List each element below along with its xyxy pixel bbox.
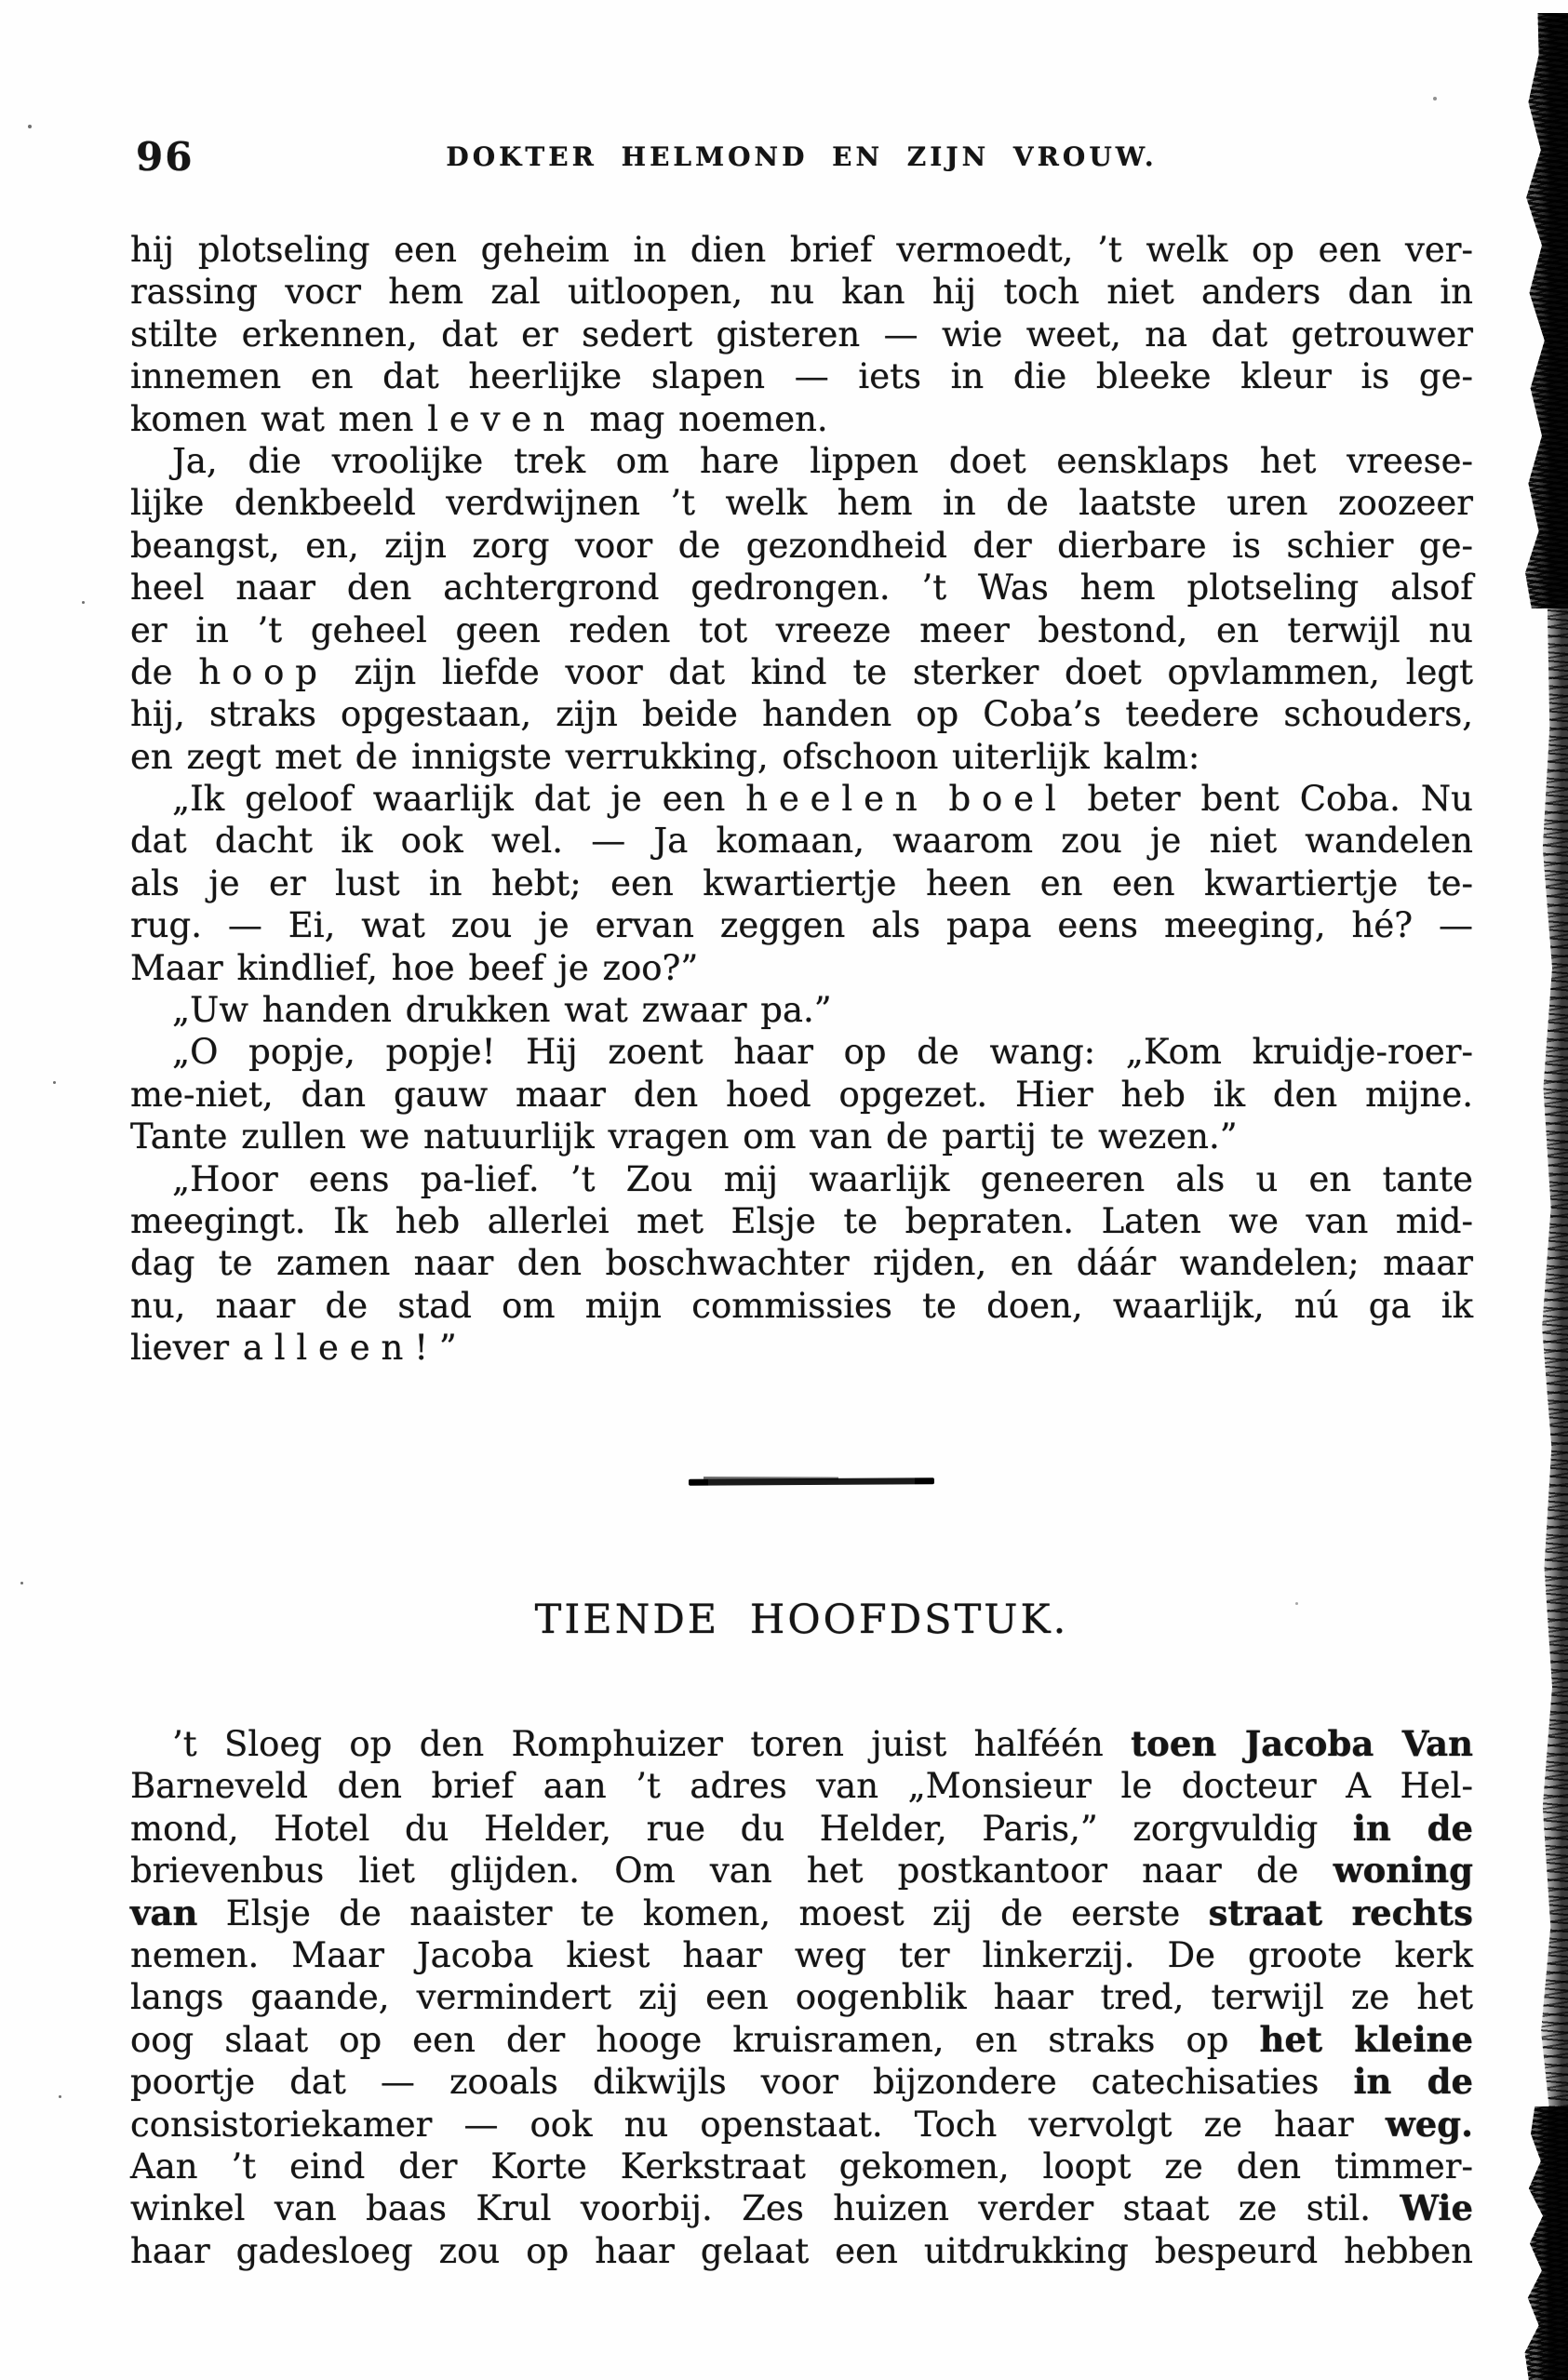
text-line [130,1285,1473,1327]
text-line [130,314,1473,355]
text-segment: mag noemen. [575,398,828,439]
text-segment: brievenbus liet glijden. Om van het postkantoor naar de [130,1851,1333,1892]
text-segment: leven [427,398,576,439]
text-segment: „O popje, popje! Hij zoent haar op de wang: „Kom kruidje-roer- [172,1032,1473,1073]
text-segment: weg. [1385,2103,1473,2145]
text-segment: mond, Hotel du Helder, rue du Helder, Paris,” zorgvuldig [130,1808,1353,1849]
text-segment: langs gaande, vermindert zij een oogenblik haar tred, terwijl ze het [130,1977,1473,2018]
text-line [130,904,1473,946]
text-segment: als je er lust in hebt; een kwartiertje heen en een kwartiertje te- [130,862,1473,903]
text-line [130,1765,1473,1807]
paragraph [130,229,1473,440]
text-segment: heelen [745,779,929,820]
text-line [130,525,1473,567]
text-segment: rassing vocr hem zal uitloopen, nu kan hij toch niet anders dan in [130,272,1473,313]
text-segment: meegingt. Ik heb allerlei met Elsje te bepraten. Laten we van mid- [130,1200,1473,1241]
text-line [130,271,1473,313]
text-segment: „Hoor eens pa-lief. ’t Zou mij waarlijk geneeren als u en tante [172,1158,1473,1199]
text-line [130,2104,1473,2146]
paragraph [130,1158,1473,1370]
text-line [130,1242,1473,1284]
text-line [130,1723,1473,1765]
text-line [130,355,1473,397]
scan-edge-middle [1536,608,1568,2106]
text-line [130,693,1473,735]
text-segment: Elsje de naaister te komen, moest zij de eerste [197,1892,1209,1933]
text-segment: ’t Sloeg op den Romphuizer toren juist halféén [172,1724,1132,1764]
text-segment: heel naar den achtergrond gedrongen. ’t Was hem plotseling alsof [130,568,1473,608]
text-segment: van [130,1892,198,1933]
text-line [130,567,1473,608]
chapter-text-block [130,1723,1473,2272]
ink-speck [1295,1602,1298,1605]
ink-speck [28,125,32,128]
body-text-block [130,229,1473,1370]
page-number: 96 [136,134,194,180]
section-divider-rule [689,1477,934,1486]
text-segment: toen Jacoba Van [1131,1723,1473,1764]
text-line [130,1850,1473,1892]
paragraph [130,1031,1473,1157]
text-segment: hoop [198,651,328,692]
text-segment: nemen. Maar Jacoba kiest haar weg ter linkerzij. De groote kerk [130,1934,1473,1975]
text-line [130,947,1473,989]
text-segment: woning [1333,1850,1473,1892]
text-segment: winkel van baas Krul voorbij. Zes huizen verder staat ze stil. [130,2188,1400,2229]
scan-edge-artifact [1510,0,1568,2380]
text-segment: Tante zullen we natuurlijk vragen om van de partij te wezen.” [130,1116,1238,1157]
text-segment: „Uw handen drukken wat zwaar pa.” [172,990,832,1031]
text-segment: lijke denkbeeld verdwijnen ’t welk hem in de laatste uren zoozeer [130,483,1473,524]
text-segment: Aan ’t eind der Korte Kerkstraat gekomen, loopt ze den timmer- [130,2146,1473,2186]
text-segment: beangst, en, zijn zorg voor de gezondheid der dierbare is schier ge- [130,525,1473,566]
text-segment: rug. — Ei, wat zou je ervan zeggen als papa eens meeging, hé? — [130,905,1473,946]
text-line [130,482,1473,524]
text-segment: „Ik geloof waarlijk dat je een [172,779,746,820]
text-segment: liever [130,1328,243,1369]
text-line [130,1158,1473,1200]
text-segment: consistoriekamer — ook nu openstaat. Toch vervolgt ze haar [130,2104,1386,2145]
text-line [130,1892,1473,1934]
text-line [130,989,1473,1031]
text-segment: me-niet, dan gauw maar den hoed opgezet. Hier heb ik den mijne. [130,1074,1473,1115]
text-segment: dag te zamen naar den boschwachter rijden, en dáár wandelen; maar [130,1243,1473,1284]
paragraph [130,778,1473,989]
text-segment: Wie [1400,2187,1473,2229]
text-line [130,2187,1473,2229]
text-line [130,2019,1473,2061]
text-segment: Barneveld den brief aan ’t adres van „Monsieur le docteur A Hel- [130,1766,1473,1807]
ink-speck [82,601,85,604]
text-segment [929,779,949,819]
text-segment: boel [948,779,1067,820]
text-line [130,609,1473,651]
text-line [130,2230,1473,2272]
ink-speck [1433,97,1437,100]
text-segment: komen wat men [130,398,428,439]
text-segment: poortje dat — zooals dikwijls voor bijzondere catechisaties [130,2062,1354,2103]
text-line [130,2146,1473,2187]
text-segment: innemen en dat heerlijke slapen — iets in die bleeke kleur is ge- [130,356,1473,397]
text-segment: alleen! [242,1328,439,1369]
ink-speck [59,2095,61,2098]
text-segment: dat dacht ik ook wel. — Ja komaan, waarom zou je niet wandelen [130,821,1473,862]
chapter-heading: TIENDE HOOFDSTUK. [534,1597,1069,1643]
text-segment: nu, naar de stad om mijn commissies te doen, waarlijk, nú ga ik [130,1285,1473,1326]
text-segment: straat rechts [1208,1892,1473,1933]
text-line [130,1200,1473,1242]
text-line [130,1976,1473,2018]
text-line [130,229,1473,271]
text-segment: oog slaat op een der hooge kruisramen, en straks op [130,2019,1260,2060]
text-segment: hij plotseling een geheim in dien brief vermoedt, ’t welk op een ver- [130,230,1473,270]
text-line [130,1934,1473,1976]
text-segment: haar gadesloeg zou op haar gelaat een uitdrukking bespeurd hebben [130,2230,1473,2271]
text-line [130,1074,1473,1116]
text-segment: het kleine [1259,2018,1473,2060]
text-segment: in de [1353,2061,1473,2103]
text-line [130,1327,1473,1369]
text-line [130,440,1473,482]
text-segment: beter bent Coba. Nu [1066,779,1474,820]
text-line [130,1808,1473,1850]
scan-edge-top [1516,13,1568,608]
text-line [130,820,1473,862]
text-line [130,778,1473,820]
text-line [130,862,1473,904]
paragraph [130,989,1473,1031]
running-head [130,134,1473,194]
ink-speck [20,1582,23,1584]
text-segment: ” [438,1328,457,1369]
text-segment: zijn liefde voor dat kind te sterker doet opvlammen, legt [328,651,1473,692]
text-segment: en zegt met de innigste verrukking, ofschoon uiterlijk kalm: [130,736,1200,777]
text-segment: stilte erkennen, dat er sedert gisteren — wie weet, na dat getrouwer [130,314,1473,354]
text-line [130,1116,1473,1157]
text-segment: er in ’t geheel geen reden tot vreeze meer bestond, en terwijl nu [130,609,1473,650]
ink-speck [921,2168,924,2171]
text-line [130,736,1473,778]
text-line [130,651,1473,693]
text-line [130,398,1473,440]
text-segment: Ja, die vroolijke trek om hare lippen doet eensklaps het vreese- [172,440,1473,481]
ink-speck [53,1081,56,1084]
text-segment: de [130,651,199,692]
text-segment: in de [1352,1807,1473,1849]
scan-edge-bottom [1518,2106,1568,2380]
running-title: DOKTER HELMOND EN ZIJN VROUW. [446,141,1158,172]
paragraph [130,1723,1473,2272]
text-segment: Maar kindlief, hoe beef je zoo?” [130,947,699,988]
text-segment: hij, straks opgestaan, zijn beide handen op Coba’s teedere schouders, [130,694,1473,735]
text-line [130,1031,1473,1073]
text-line [130,2061,1473,2103]
paragraph [130,440,1473,778]
